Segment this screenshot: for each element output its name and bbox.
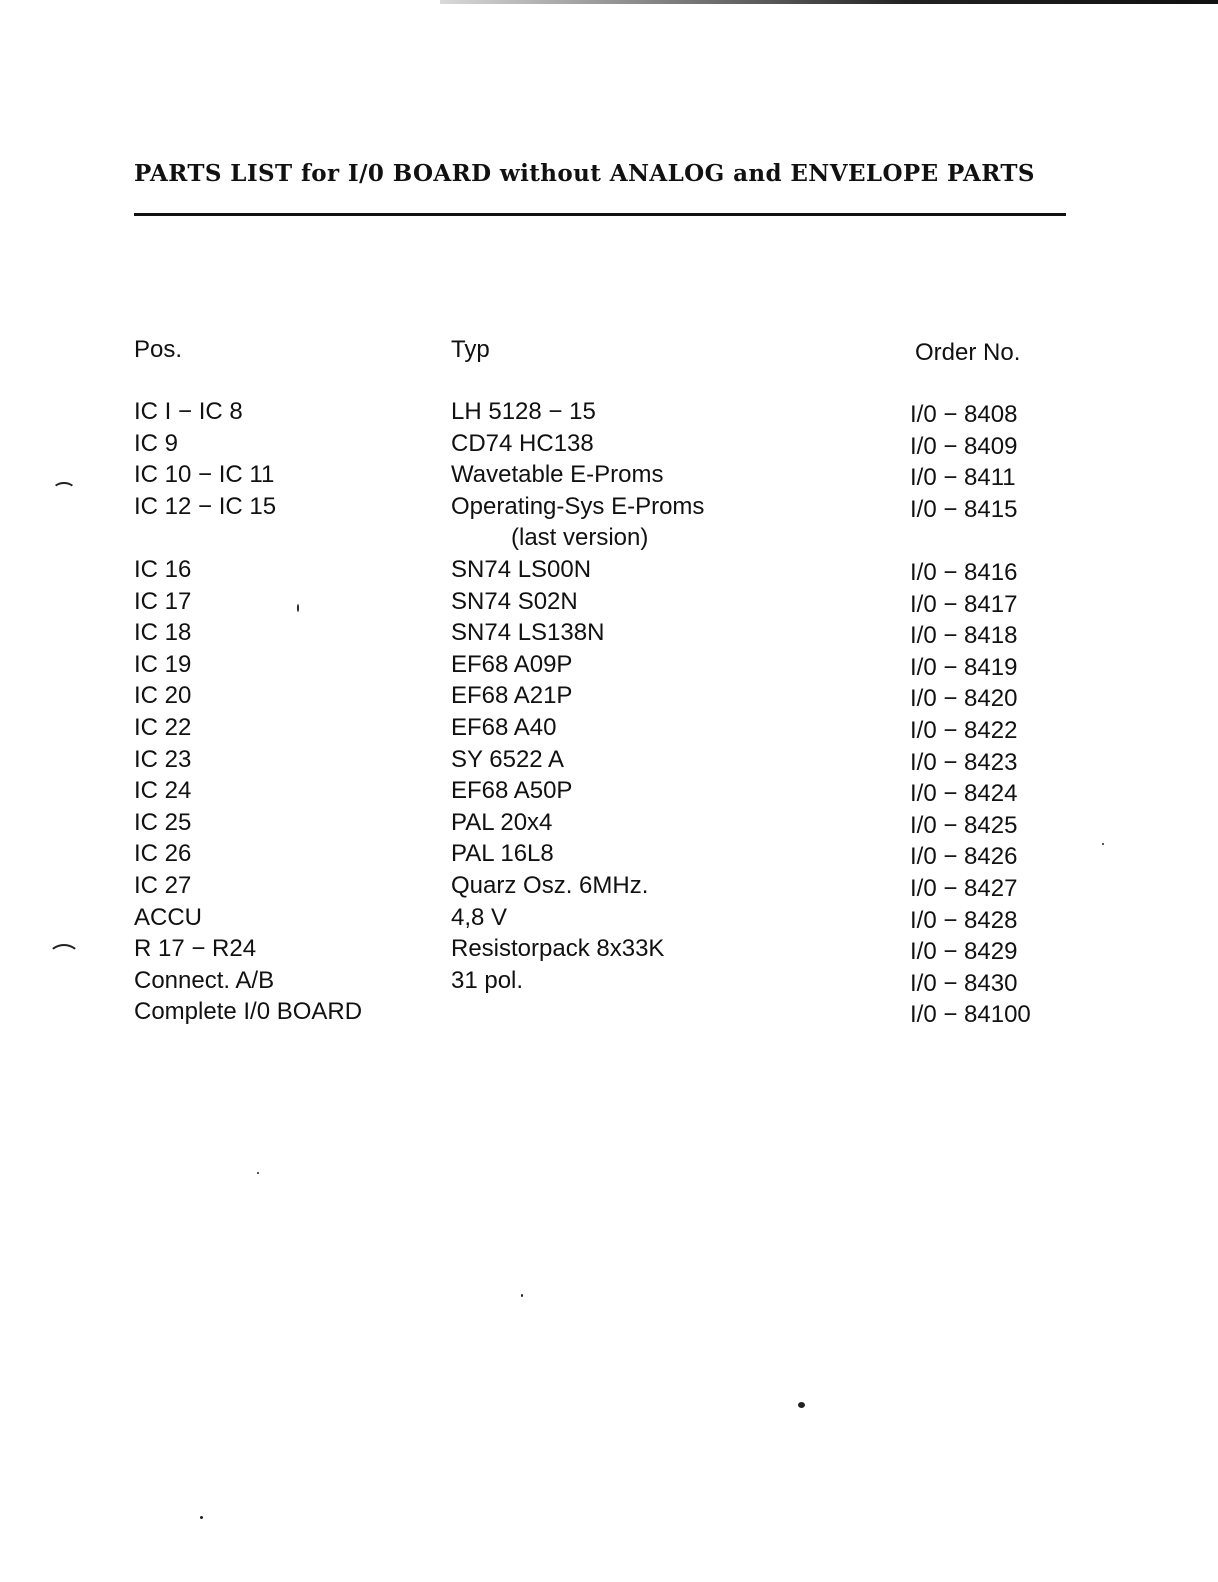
margin-mark: [48, 944, 80, 970]
order-no-cell: I/0 − 8428: [910, 906, 1018, 934]
typ-text: Wavetable E-Proms: [451, 461, 664, 489]
pos-cell: IC 18: [134, 619, 192, 647]
typ-text: Resistorpack 8x33K: [451, 935, 665, 963]
table-row: [0, 807, 1218, 839]
typ-cell: [451, 649, 572, 681]
order-no-cell: I/0 − 8408: [910, 401, 1018, 428]
document-title: PARTS LIST for I/0 BOARD without ANALOG and ENVELOPE PARTS: [134, 160, 1035, 187]
order-no-cell: I/0 − 8415: [910, 495, 1018, 523]
order-no-cell: I/0 − 8429: [910, 938, 1018, 966]
typ-cell: [451, 428, 594, 460]
order-no-cell: I/0 − 8423: [910, 748, 1018, 776]
order-no-cell: I/0 − 8417: [910, 590, 1018, 618]
typ-cell: [451, 902, 507, 934]
pos-cell: IC 26: [134, 840, 192, 868]
table-row: [0, 933, 1218, 965]
table-row: [0, 680, 1218, 712]
pos-cell: IC 22: [134, 713, 192, 741]
order-no-cell: I/0 − 8409: [910, 432, 1018, 460]
table-row: [0, 586, 1218, 618]
order-no-cell: I/0 − 8430: [910, 969, 1018, 997]
typ-cell: [451, 459, 664, 491]
pos-cell: IC 27: [134, 871, 192, 899]
table-row: [0, 996, 1218, 1028]
typ-text: EF68 A40: [451, 713, 557, 741]
order-no-cell: I/0 − 84100: [910, 1001, 1031, 1029]
typ-cell: [451, 586, 578, 618]
order-no-cell: I/0 − 8419: [910, 653, 1018, 681]
table-row: [0, 491, 1218, 554]
typ-cell: [451, 712, 556, 744]
typ-cell: [451, 870, 648, 902]
table-row: [0, 838, 1218, 870]
order-no-cell: I/0 − 8426: [910, 843, 1018, 871]
typ-text: SY 6522 A: [451, 745, 564, 773]
pos-cell: Connect. A/B: [134, 966, 275, 994]
scan-speck: [521, 1294, 523, 1297]
order-no-cell: I/0 − 8416: [910, 558, 1018, 586]
scan-speck: [200, 1516, 203, 1519]
typ-text: EF68 A09P: [451, 650, 573, 678]
column-header-typ: Typ: [451, 336, 490, 363]
typ-text: EF68 A50P: [451, 777, 573, 805]
pos-cell: IC 12 − IC 15: [134, 492, 277, 520]
scan-speck: [257, 1172, 259, 1174]
typ-text: SN74 LS138N: [451, 619, 605, 647]
pos-cell: IC 20: [134, 682, 192, 710]
scan-edge-rule: [440, 0, 1218, 4]
table-row: [0, 428, 1218, 460]
pos-cell: IC 23: [134, 745, 192, 773]
pos-cell: IC 19: [134, 650, 192, 678]
typ-text: 31 pol.: [451, 966, 524, 994]
typ-text: 4,8 V: [451, 903, 508, 931]
scan-speck: [798, 1402, 805, 1408]
table-row: [0, 902, 1218, 934]
margin-mark: [52, 482, 76, 500]
table-row: [0, 554, 1218, 586]
typ-cell: [451, 680, 572, 712]
pos-cell: Complete I/0 BOARD: [134, 998, 363, 1026]
typ-cell: [451, 617, 604, 649]
typ-text: SN74 LS00N: [451, 555, 592, 583]
title-underline: [134, 213, 1066, 216]
typ-text: LH 5128 − 15: [451, 398, 596, 425]
typ-text: CD74 HC138: [451, 429, 594, 457]
typ-cell: [451, 744, 564, 776]
parts-table-body: [0, 396, 1218, 1028]
typ-cell: [451, 554, 591, 586]
typ-text: EF68 A21P: [451, 682, 573, 710]
pos-cell: IC 24: [134, 777, 192, 805]
typ-cell: [451, 933, 664, 965]
column-header-pos: Pos.: [134, 336, 183, 363]
pos-cell: IC I − IC 8: [134, 398, 243, 425]
table-row: [0, 965, 1218, 997]
table-row: [0, 712, 1218, 744]
typ-cell: [451, 838, 554, 870]
typ-text: PAL 16L8: [451, 840, 554, 868]
pos-cell: IC 17: [134, 587, 192, 615]
table-row: [0, 617, 1218, 649]
typ-text: SN74 S02N: [451, 587, 578, 615]
pos-cell: ACCU: [134, 903, 203, 931]
pos-cell: IC 25: [134, 808, 192, 836]
scan-speck: [297, 604, 299, 612]
order-no-cell: I/0 − 8411: [910, 464, 1016, 492]
typ-note: (last version): [511, 524, 649, 552]
typ-cell: [451, 965, 523, 997]
pos-cell: IC 9: [134, 429, 179, 457]
typ-cell: [451, 491, 704, 554]
order-no-cell: I/0 − 8427: [910, 874, 1018, 902]
table-row: [0, 396, 1218, 428]
typ-cell: [451, 807, 552, 839]
typ-cell: [451, 396, 596, 428]
table-row: [0, 744, 1218, 776]
order-no-cell: I/0 − 8420: [910, 685, 1018, 713]
order-no-cell: I/0 − 8425: [910, 811, 1018, 839]
typ-cell: [451, 775, 572, 807]
table-row: [0, 870, 1218, 902]
typ-text: PAL 20x4: [451, 808, 553, 836]
scan-speck: [1102, 843, 1104, 845]
table-row: [0, 775, 1218, 807]
order-no-cell: I/0 − 8424: [910, 780, 1018, 808]
order-no-cell: I/0 − 8422: [910, 716, 1018, 744]
table-row: [0, 649, 1218, 681]
pos-cell: R 17 − R24: [134, 935, 257, 963]
pos-cell: IC 16: [134, 555, 192, 583]
order-no-cell: I/0 − 8418: [910, 622, 1018, 650]
column-header-order-no: Order No.: [915, 339, 1021, 366]
pos-cell: IC 10 − IC 11: [134, 461, 275, 489]
typ-text: Quarz Osz. 6MHz.: [451, 871, 649, 899]
typ-text: Operating-Sys E-Proms: [451, 492, 705, 520]
table-row: [0, 459, 1218, 491]
